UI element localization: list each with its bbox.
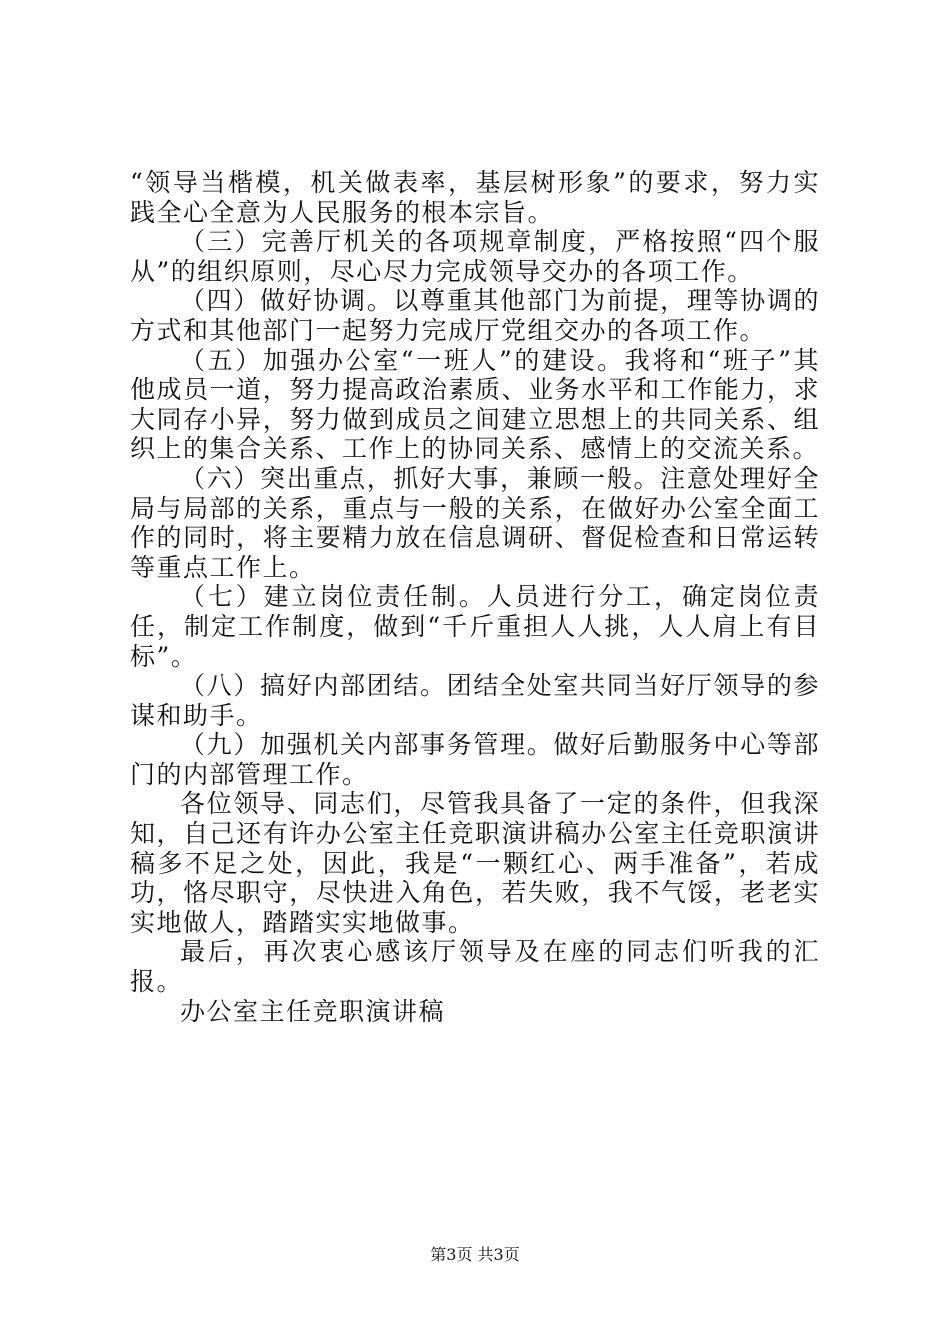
- paragraph-continuation: “领导当楷模，机关做表率，基层树形象”的要求，努力实践全心全意为人民服务的根本宗旨。: [130, 168, 820, 227]
- paragraph-item-4: （四）做好协调。以尊重其他部门为前提，理等协调的方式和其他部门一起努力完成厅党组交办的各项工作。: [130, 286, 820, 345]
- paragraph-conclusion: 各位领导、同志们，尽管我具备了一定的条件，但我深知，自己还有许办公室主任竞职演讲稿办公室主任竞职演讲稿多不足之处，因此，我是“一颗红心、两手准备”，若成功，恪尽职守，尽快进入角色，若失败，我不气馁，老老实实地做人，踏踏实实地做事。: [130, 789, 820, 937]
- page-number-footer: 第3页 共3页: [430, 1245, 520, 1264]
- paragraph-item-7: （七）建立岗位责任制。人员进行分工，确定岗位责任，制定工作制度，做到“千斤重担人人挑，人人肩上有目标”。: [130, 582, 820, 671]
- paragraph-title-note: 办公室主任竞职演讲稿: [180, 996, 446, 1026]
- paragraph-item-3: （三）完善厅机关的各项规章制度，严格按照“四个服从”的组织原则，尽心尽力完成领导交办的各项工作。: [130, 227, 820, 286]
- paragraph-item-9: （九）加强机关内部事务管理。做好后勤服务中心等部门的内部管理工作。: [130, 730, 820, 789]
- paragraph-thanks: 最后，再次衷心感该厅领导及在座的同志们听我的汇报。: [130, 937, 820, 997]
- paragraph-item-6: （六）突出重点，抓好大事，兼顾一般。注意处理好全局与局部的关系，重点与一般的关系，在做好办公室全面工作的同时，将主要精力放在信息调研、督促检查和日常运转等重点工作上。: [130, 463, 820, 582]
- document-body: [130, 168, 820, 1026]
- paragraph-item-8: （八）搞好内部团结。团结全处室共同当好厅领导的参谋和助手。: [130, 671, 820, 730]
- paragraph-item-5: （五）加强办公室“一班人”的建设。我将和“班子”其他成员一道，努力提高政治素质、业务水平和工作能力，求大同存小异，努力做到成员之间建立思想上的共同关系、组织上的集合关系、工作上的协同关系、感情上的交流关系。: [130, 345, 820, 464]
